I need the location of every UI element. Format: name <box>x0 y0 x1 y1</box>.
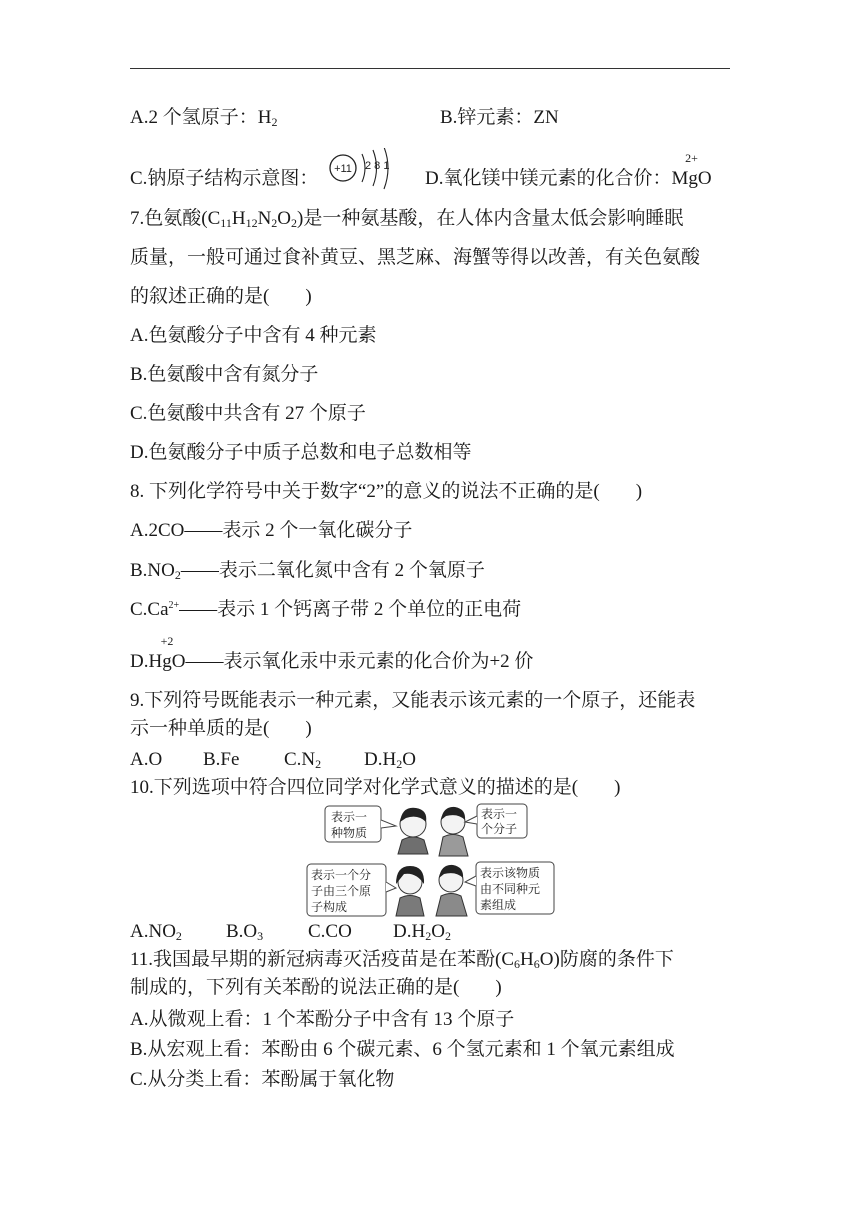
student-icon <box>396 866 424 916</box>
q7-option-d: D.色氨酸分子中质子总数和电子总数相等 <box>130 442 472 463</box>
q9-stem-line1: 9.下列符号既能表示一种元素，又能表示该元素的一个原子，还能表 <box>130 690 696 711</box>
q7-stem-line2: 质量，一般可通过食补黄豆、黑芝麻、海蟹等得以改善，有关色氨酸 <box>130 247 701 268</box>
q8-option-d: D. +2 HgO——表示氧化汞中汞元素的化合价为+2 价 <box>130 634 534 672</box>
bubble3-line3: 子构成 <box>311 900 348 914</box>
student-icon <box>436 865 467 916</box>
q6-option-a: A.2 个氢原子：$H_2$ <box>130 107 278 129</box>
q11-stem-line1: 11.我国最早期的新冠病毒灭活疫苗是在苯酚$(C_6H_6O)$防腐的条件下 <box>130 949 674 971</box>
q7-stem-line3: 的叙述正确的是( ) <box>130 286 312 307</box>
student-icon <box>439 807 468 856</box>
atom-shells-label: 2 8 1 <box>365 160 390 172</box>
bubble3-line2: 子由三个原 <box>311 884 372 898</box>
q7-option-b: B.色氨酸中含有氮分子 <box>130 364 319 385</box>
q8-stem: 8. 下列化学符号中关于数字“2”的意义的说法不正确的是( ) <box>130 481 643 502</box>
bubble2-line1: 表示一 <box>481 807 518 821</box>
q6-option-d: D.氧化镁中镁元素的化合价： 2+ MgO <box>425 151 712 189</box>
q7-option-a: A.色氨酸分子中含有 4 种元素 <box>130 325 377 346</box>
q10-options: $A.NO_2$ $B.O_3$ C.CO $D.H_2O_2$ <box>130 921 451 943</box>
q10-stem: 10.下列选项中符合四位同学对化学式意义的描述的是( ) <box>130 777 621 798</box>
q11-stem-line2: 制成的，下列有关苯酚的说法正确的是( ) <box>130 977 502 998</box>
bubble1-line2: 种物质 <box>331 826 368 840</box>
header-rule <box>130 68 730 69</box>
bubble2-line2: 个分子 <box>481 822 518 836</box>
student-icon <box>398 808 428 854</box>
bubble4-line2: 由不同种元 <box>480 882 541 896</box>
bubble4-line3: 素组成 <box>480 898 517 912</box>
q9-options: A.O B.Fe $C.N_2$ $D.H_2O$ <box>130 749 416 771</box>
q8-option-b: $B.NO_2——$表示二氧化氮中含有 2 个氧原子 <box>130 560 485 582</box>
q6-option-c: C.钠原子结构示意图： <box>130 168 319 189</box>
q8-option-a: A.2CO——表示 2 个一氧化碳分子 <box>130 520 413 541</box>
valence-mark: +2 <box>160 634 174 648</box>
valence-mark: 2+ <box>685 151 698 165</box>
bubble4-line1: 表示该物质 <box>480 866 541 880</box>
sodium-atom-diagram <box>326 148 396 192</box>
atom-nucleus-label: +11 <box>334 163 352 175</box>
q11-option-b: B.从宏观上看：苯酚由 6 个碳元素、6 个氢元素和 1 个氧元素组成 <box>130 1039 675 1060</box>
q11-option-a: A.从微观上看：1 个苯酚分子中含有 13 个原子 <box>130 1009 515 1030</box>
bubble3-line1: 表示一个分 <box>311 868 372 882</box>
q7-option-c: C.色氨酸中共含有 27 个原子 <box>130 403 366 424</box>
q11-option-c: C.从分类上看：苯酚属于氧化物 <box>130 1069 395 1090</box>
bubble1-line1: 表示一 <box>331 810 368 824</box>
students-cartoon <box>306 798 556 918</box>
q7-stem-line1: 7.色氨酸$(C_{11}H_{12}N_2O_2)$是一种氨基酸，在人体内含量太低会影响睡眠 <box>130 208 684 230</box>
q6-option-b: B.锌元素：ZN <box>440 107 559 128</box>
q8-option-c: $C.Ca^{2+}——$表示 1 个钙离子带 2 个单位的正电荷 <box>130 599 522 620</box>
q9-stem-line2: 示一种单质的是( ) <box>130 718 312 739</box>
